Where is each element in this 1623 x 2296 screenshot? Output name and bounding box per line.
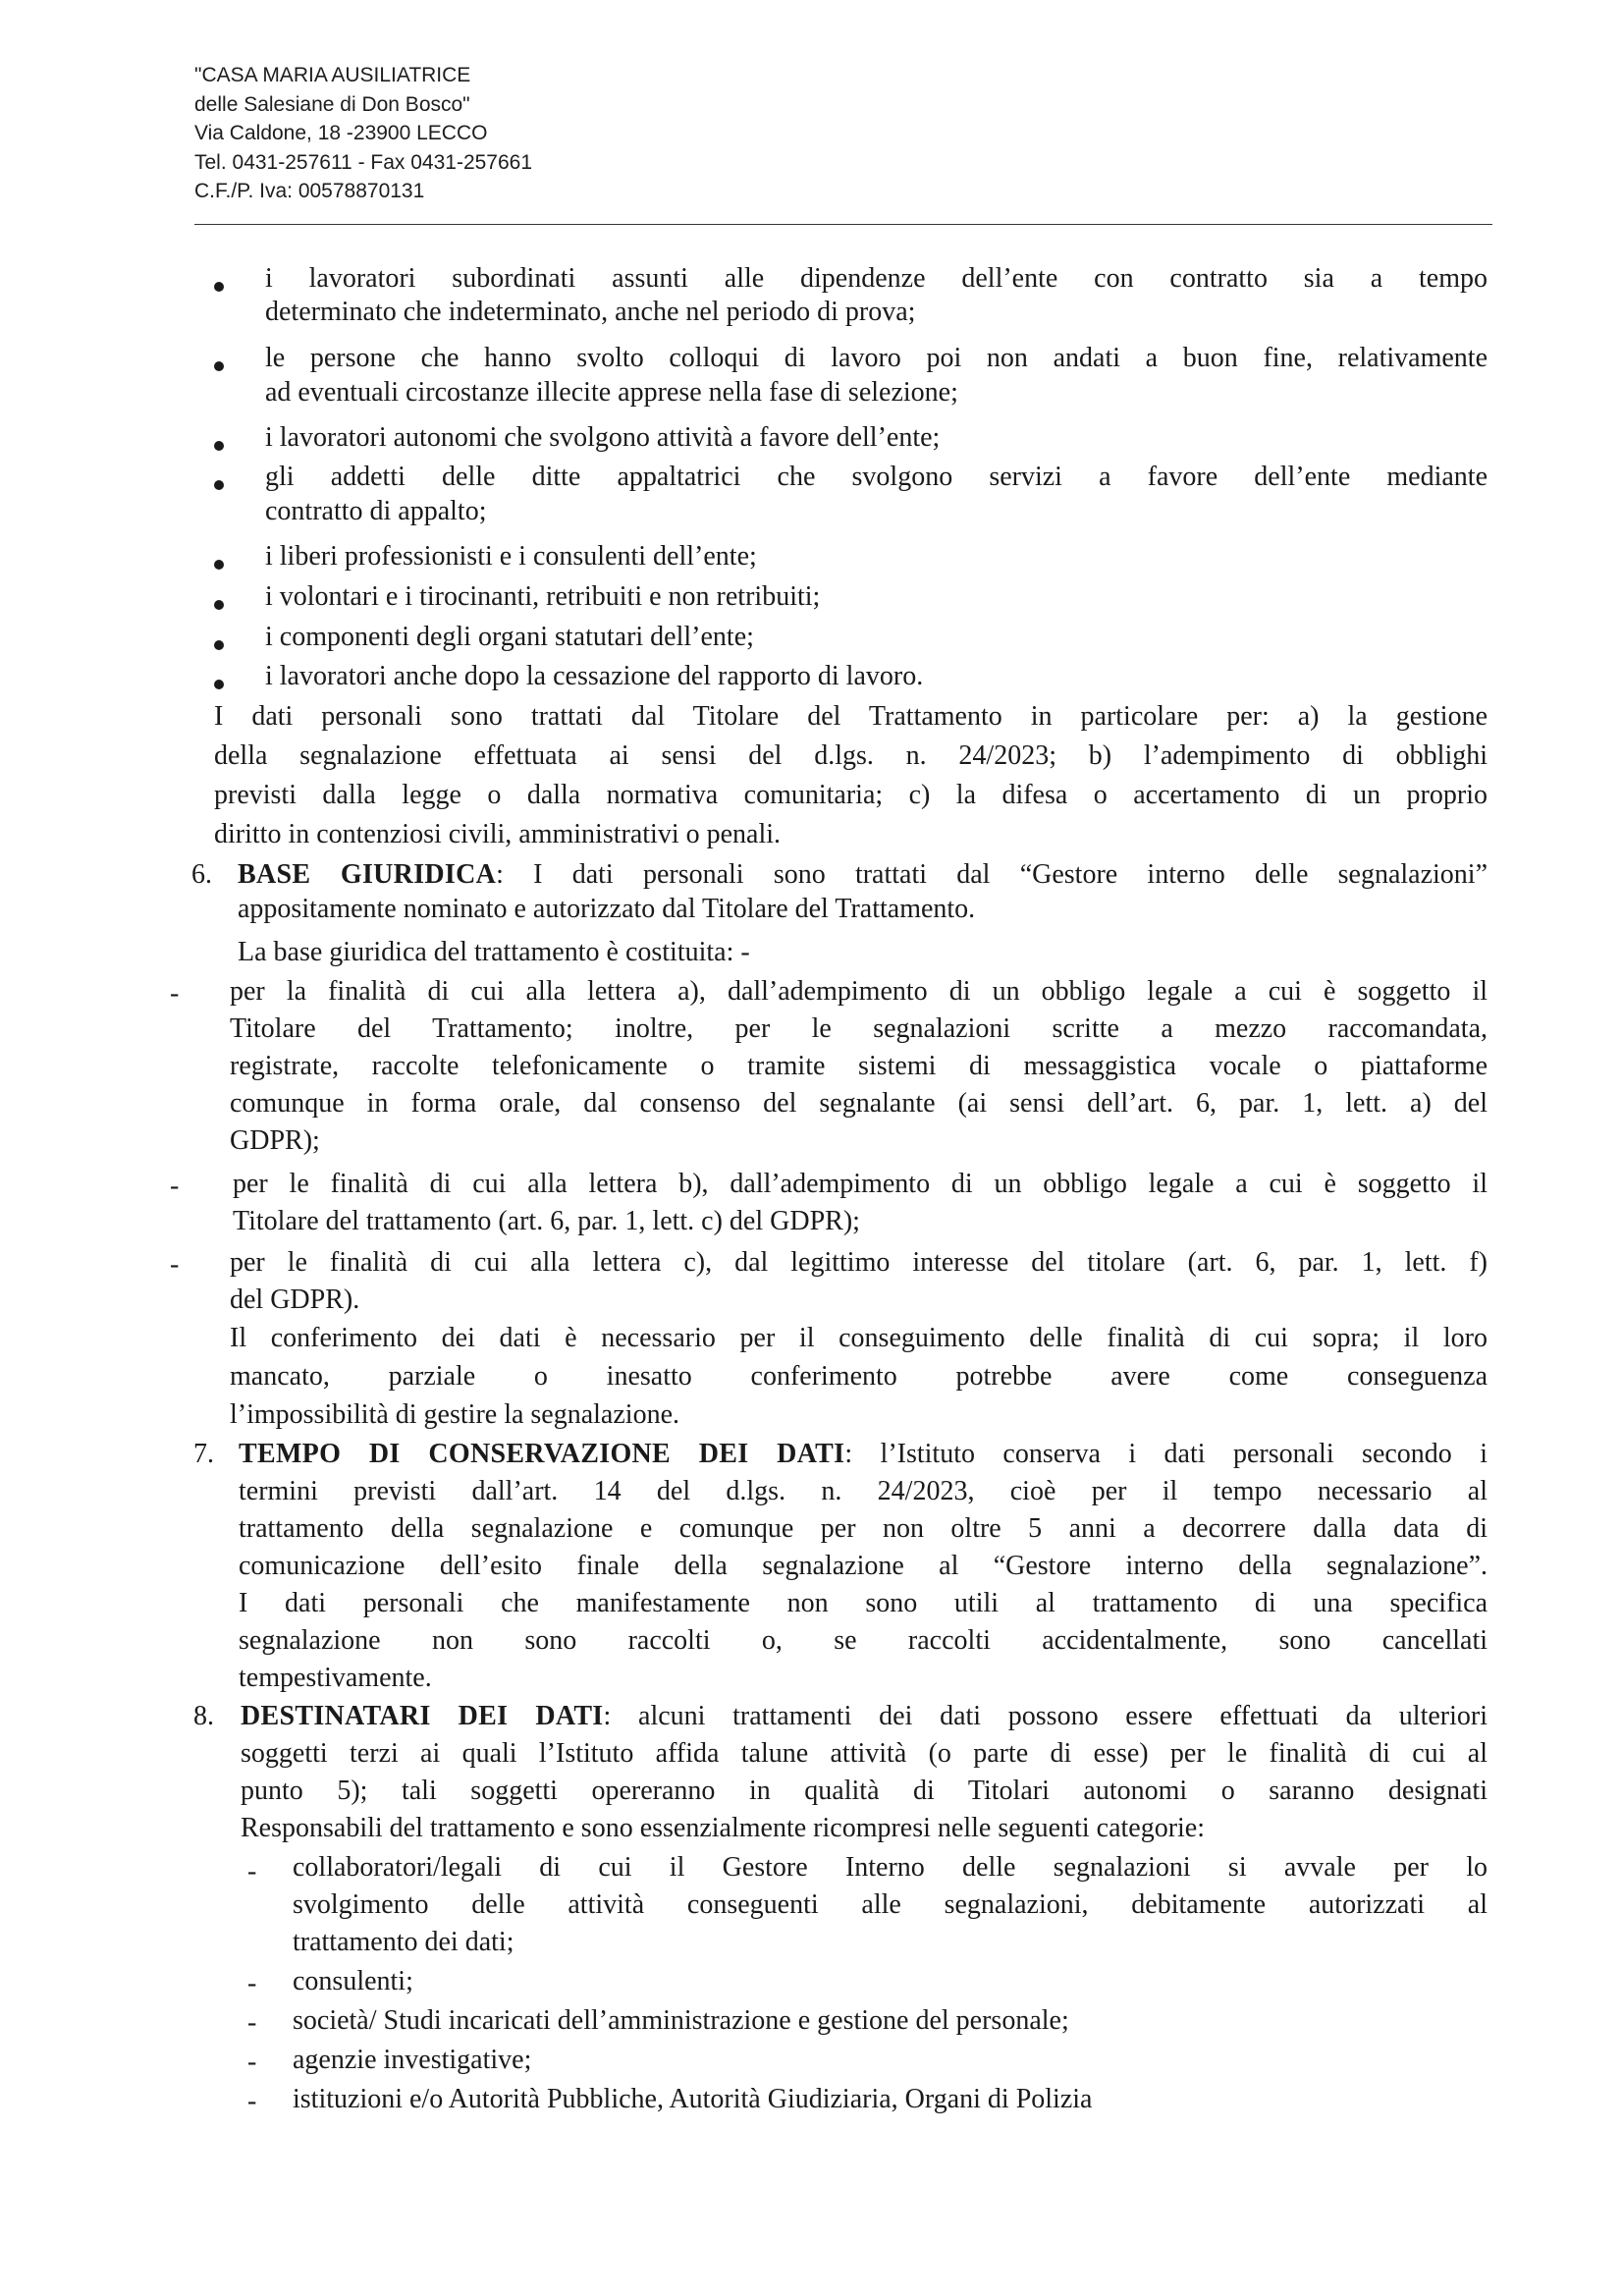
section-8-text: punto 5); tali soggetti opereranno in qualità di Titolari autonomi o saranno designati: [241, 1776, 1488, 1806]
section-8-text: soggetti terzi ai quali l’Istituto affida talune attività (o parte di esse) per le finalità di cui al: [241, 1738, 1488, 1769]
bullet-text: gli addetti delle ditte appaltatrici che svolgono servizi a favore dell’ente mediante: [265, 462, 1488, 492]
legal-basis-a-line: per la finalità di cui alla lettera a), dall’adempimento di un obbligo legale a cui è soggetto il: [230, 976, 1488, 1007]
legal-basis-a-line: registrate, raccolte telefonicamente o tramite sistemi di messaggistica vocale o piattaforme: [230, 1051, 1488, 1081]
letterhead-line: Via Caldone, 18 -23900 LECCO: [194, 122, 488, 144]
recipient-item: istituzioni e/o Autorità Pubbliche, Autorità Giudiziaria, Organi di Polizia: [293, 2084, 1093, 2114]
legal-basis-b-line: per le finalità di cui alla lettera b), dall’adempimento di un obbligo legale a cui è soggetto il: [233, 1169, 1488, 1199]
purposes-paragraph-line: diritto in contenziosi civili, amministrativi o penali.: [214, 819, 782, 849]
bullet-text: ad eventuali circostanze illecite apprese nella fase di selezione;: [265, 377, 958, 408]
list-dash: -: [170, 1249, 180, 1280]
letterhead-line: Tel. 0431-257611 - Fax 0431-257661: [194, 150, 533, 174]
section-7-text: comunicazione dell’esito finale della segnalazione al “Gestore interno della segnalazione”.: [239, 1551, 1488, 1581]
letterhead-line: delle Salesiane di Don Bosco": [194, 92, 470, 116]
recipient-item: agenzie investigative;: [293, 2045, 532, 2075]
bullet-dot: [214, 441, 224, 451]
section-number: 7.: [193, 1439, 214, 1469]
section-6-closing-line: mancato, parziale o inesatto conferimento potrebbe avere come conseguenza: [230, 1361, 1488, 1392]
bullet-dot: [214, 560, 224, 570]
section-7-text: : l’Istituto conserva i dati personali secondo i: [844, 1439, 1488, 1469]
list-dash: -: [247, 1968, 257, 1998]
letterhead: [194, 61, 532, 206]
section-6-text: appositamente nominato e autorizzato dal Titolare del Trattamento.: [238, 894, 976, 924]
list-dash: -: [247, 2007, 257, 2038]
section-7-title: TEMPO DI CONSERVAZIONE DEI DATI: [239, 1439, 845, 1469]
recipient-item-line: trattamento dei dati;: [293, 1927, 514, 1957]
bullet-text: i lavoratori subordinati assunti alle dipendenze dell’ente con contratto sia a tempo: [265, 263, 1488, 294]
section-6-text: La base giuridica del trattamento è costituita: -: [238, 937, 750, 967]
bullet-dot: [214, 680, 224, 689]
purposes-paragraph-line: della segnalazione effettuata ai sensi del d.lgs. n. 24/2023; b) l’adempimento di obblighi: [214, 740, 1488, 771]
bullet-dot: [214, 282, 224, 292]
bullet-text: i lavoratori autonomi che svolgono attività a favore dell’ente;: [265, 422, 941, 453]
section-6-text: : I dati personali sono trattati dal “Gestore interno delle segnalazioni”: [496, 859, 1488, 890]
section-7-text: tempestivamente.: [239, 1663, 432, 1693]
legal-basis-a-line: GDPR);: [230, 1125, 320, 1156]
legal-basis-c-line: del GDPR).: [230, 1285, 360, 1315]
section-7-heading-line: [239, 1439, 1488, 1470]
bullet-text: contratto di appalto;: [265, 496, 487, 526]
section-6-closing-line: Il conferimento dei dati è necessario per il conseguimento delle finalità di cui sopra; il loro: [230, 1323, 1488, 1353]
bullet-text: i volontari e i tirocinanti, retribuiti e non retribuiti;: [265, 581, 821, 612]
legal-basis-a-line: Titolare del Trattamento; inoltre, per le segnalazioni scritte a mezzo raccomandata,: [230, 1013, 1488, 1044]
section-6-title: BASE GIURIDICA: [238, 859, 497, 890]
list-dash: -: [170, 978, 180, 1009]
bullet-text: i lavoratori anche dopo la cessazione del rapporto di lavoro.: [265, 661, 924, 691]
section-8-text: : alcuni trattamenti dei dati possono essere effettuati da ulteriori: [603, 1701, 1488, 1731]
letterhead-line: C.F./P. Iva: 00578870131: [194, 180, 425, 202]
list-dash: -: [247, 2086, 257, 2116]
purposes-paragraph-line: previsti dalla legge o dalla normativa comunitaria; c) la difesa o accertamento di un proprio: [214, 780, 1488, 810]
section-7-text: I dati personali che manifestamente non sono utili al trattamento di una specifica: [239, 1588, 1488, 1618]
section-8-title: DESTINATARI DEI DATI: [241, 1701, 604, 1731]
section-number: 8.: [193, 1701, 214, 1731]
recipient-item: società/ Studi incaricati dell’amministrazione e gestione del personale;: [293, 2005, 1069, 2036]
section-7-text: termini previsti dall’art. 14 del d.lgs. n. 24/2023, cioè per il tempo necessario al: [239, 1476, 1488, 1506]
bullet-dot: [214, 640, 224, 650]
recipient-item: consulenti;: [293, 1966, 413, 1996]
list-dash: -: [247, 2047, 257, 2077]
bullet-text: i liberi professionisti e i consulenti dell’ente;: [265, 541, 757, 572]
recipient-item-line: svolgimento delle attività conseguenti alle segnalazioni, debitamente autorizzati al: [293, 1889, 1488, 1920]
bullet-dot: [214, 600, 224, 610]
list-dash: -: [170, 1171, 180, 1201]
section-8-text: Responsabili del trattamento e sono essenzialmente ricompresi nelle seguenti categorie:: [241, 1813, 1206, 1843]
section-number: 6.: [191, 859, 212, 890]
purposes-paragraph-line: I dati personali sono trattati dal Titolare del Trattamento in particolare per: a) la gestione: [214, 701, 1488, 732]
section-7-text: segnalazione non sono raccolti o, se raccolti accidentalmente, sono cancellati: [239, 1625, 1488, 1656]
legal-basis-c-line: per le finalità di cui alla lettera c), dal legittimo interesse del titolare (art. 6, par. 1, lett. f): [230, 1247, 1488, 1278]
bullet-text: i componenti degli organi statutari dell’ente;: [265, 622, 754, 652]
bullet-text: le persone che hanno svolto colloqui di lavoro poi non andati a buon fine, relativamente: [265, 343, 1488, 373]
bullet-dot: [214, 361, 224, 371]
bullet-text: determinato che indeterminato, anche nel periodo di prova;: [265, 297, 916, 327]
section-6-heading-line: [238, 859, 1488, 891]
section-8-heading-line: [241, 1701, 1488, 1732]
section-7-text: trattamento della segnalazione e comunque per non oltre 5 anni a decorrere dalla data di: [239, 1513, 1488, 1544]
legal-basis-b-line: Titolare del trattamento (art. 6, par. 1, lett. c) del GDPR);: [233, 1206, 860, 1236]
letterhead-line: "CASA MARIA AUSILIATRICE: [194, 64, 471, 86]
legal-basis-a-line: comunque in forma orale, dal consenso del segnalante (ai sensi dell’art. 6, par. 1, lett. a) del: [230, 1088, 1488, 1119]
list-dash: -: [247, 1856, 257, 1886]
bullet-dot: [214, 480, 224, 490]
recipient-item-line: collaboratori/legali di cui il Gestore Interno delle segnalazioni si avvale per lo: [293, 1852, 1488, 1883]
section-6-closing-line: l’impossibilità di gestire la segnalazione.: [230, 1399, 679, 1430]
header-divider: [194, 224, 1492, 225]
